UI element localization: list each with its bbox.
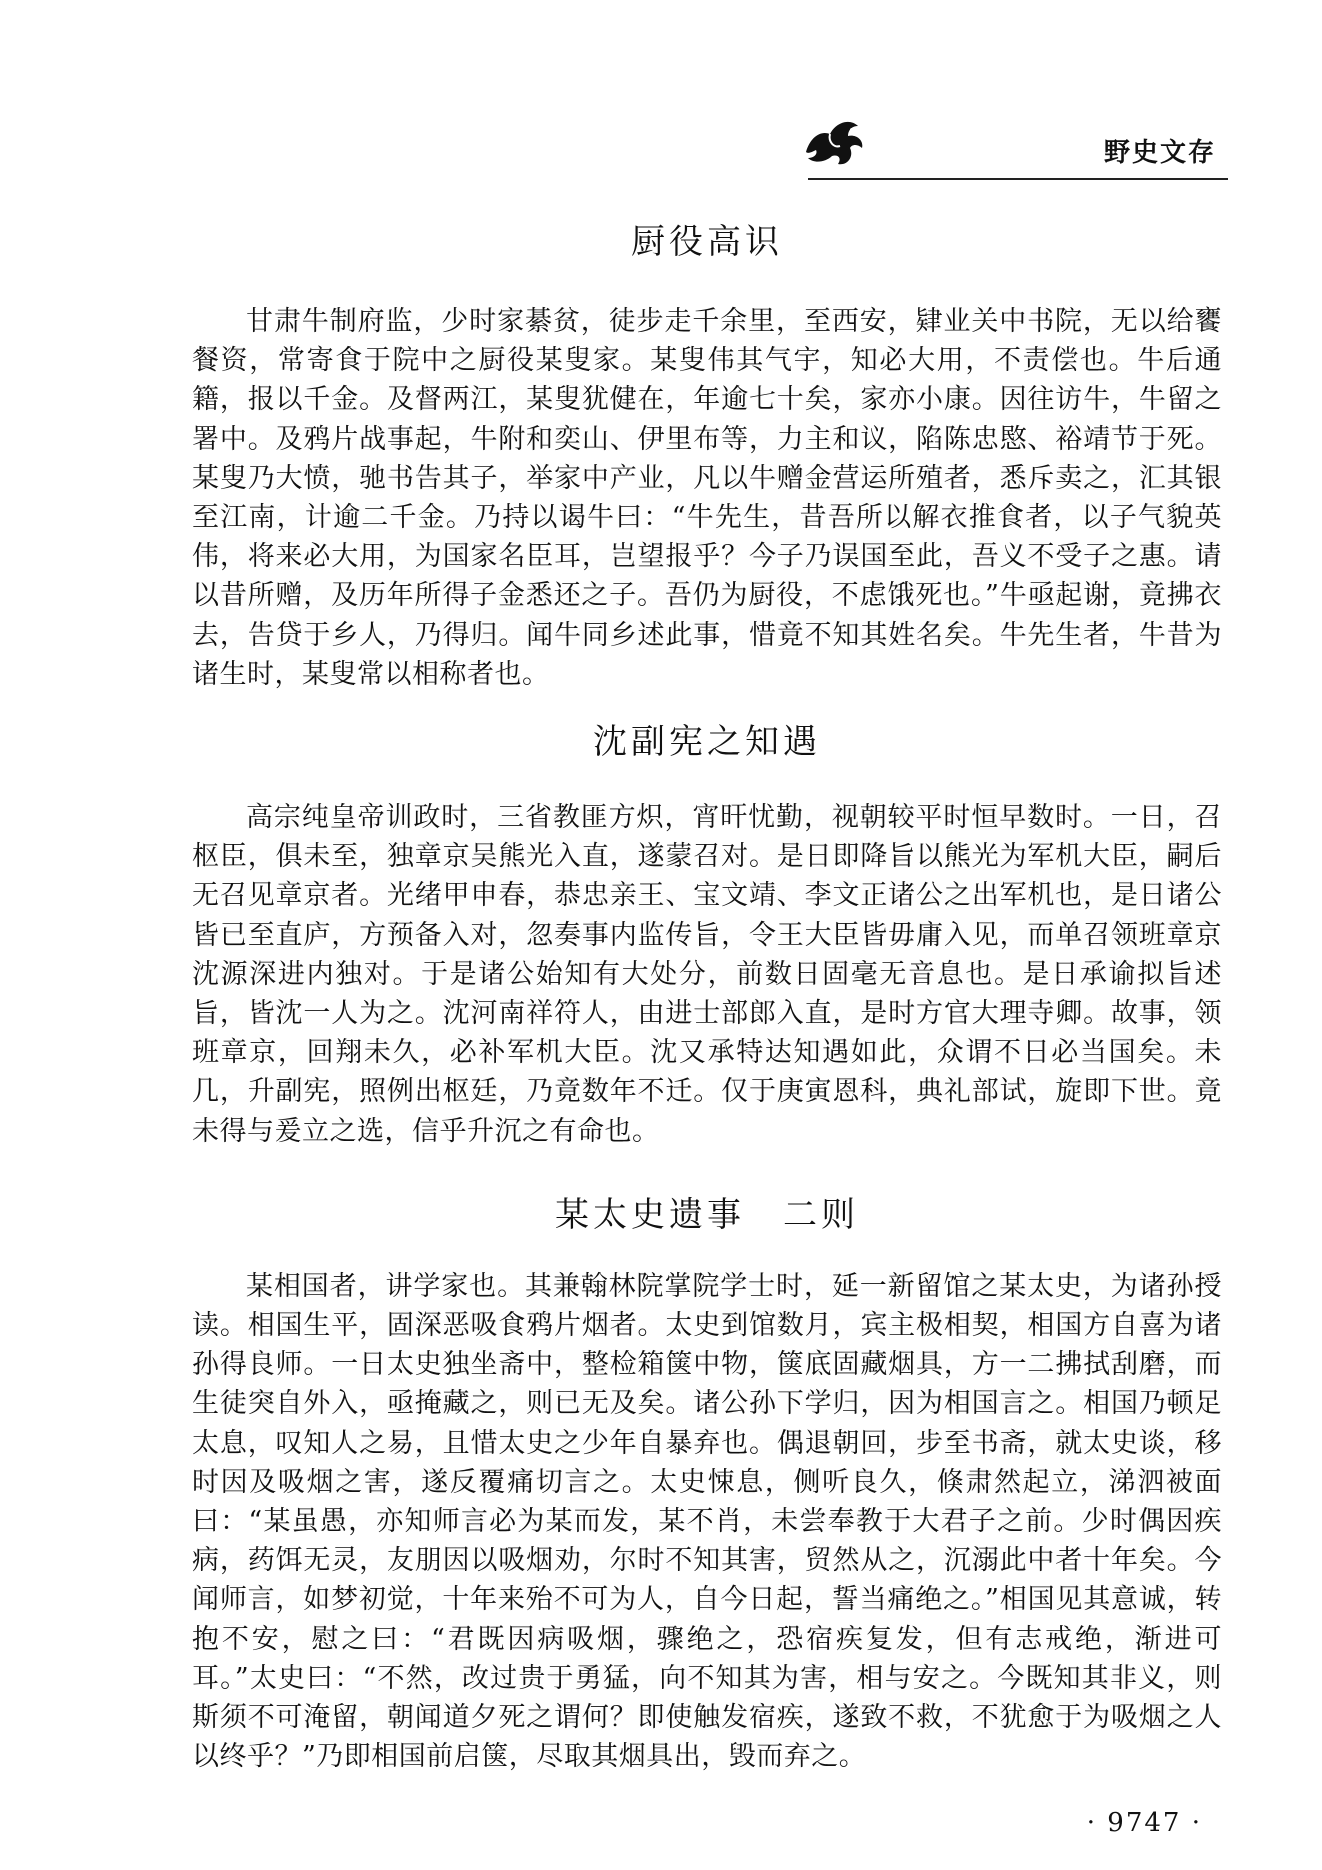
article-title-2: 沈副宪之知遇 (593, 722, 821, 763)
page-number: · 9747 · (1086, 1808, 1202, 1838)
content (192, 216, 1222, 1777)
article-title-1: 厨役高识 (631, 222, 783, 262)
article-title-3: 某太史遗事 二则 (555, 1194, 859, 1235)
article-body-2: 高宗纯皇帝训政时，三省教匪方炽，宵旰忧勤，视朝较平时恒早数时。一日，召枢臣，俱未至，独章京吴熊光入直，遂蒙召对。是日即降旨以熊光为军机大臣，嗣后无召见章京者。光绪甲申春，恭忠亲王、宝文靖、李文正诸公之出军机也，是日诸公皆已至直庐，方预备入对，忽奏事内监传旨，令王大臣皆毋庸入见，而单召领班章京沈源深进内独对。于是诸公始知有大处分，前数日固毫无音息也。是日承谕拟旨述旨，皆沈一人为之。沈河南祥符人，由进士部郎入直，是时方官大理寺卿。故事，领班章京，回翔未久，必补军机大臣。沈又承特达知遇如此，众谓不日必当国矣。未几，升副宪，照例出枢廷，乃竟数年不迁。仅于庚寅恩科，典礼部试，旋即下世。竟未得与爰立之选，信乎升沉之有命也。 (192, 802, 1222, 1147)
header-rule (808, 178, 1228, 180)
series-title: 野史文存 (1103, 138, 1216, 168)
running-header (800, 104, 1228, 182)
article-body-3: 某相国者，讲学家也。其兼翰林院掌院学士时，延一新留馆之某太史，为诸孙授读。相国生平，固深恶吸食鸦片烟者。太史到馆数月，宾主极相契，相国方自喜为诸孙得良师。一日太史独坐斋中，整检箱箧中物，箧底固藏烟具，方一二拂拭刮磨，而生徒突自外入，亟掩藏之，则已无及矣。诸公孙下学归，因为相国言之。相国乃顿足太息，叹知人之易，且惜太史之少年自暴弃也。偶退朝回，步至书斋，就太史谈，移时因及吸烟之害，遂反覆痛切言之。太史悚息，侧听良久，倏肃然起立，涕泗被面曰：“某虽愚，亦知师言必为某而发，某不肖，未尝奉教于大君子之前。少时偶因疾病，药饵无灵，友朋因以吸烟劝，尔时不知其害，贸然从之，沉溺此中者十年矣。今闻师言，如梦初觉，十年来殆不可为人，自今日起，誓当痛绝之。”相国见其意诚，转抱不安，慰之曰：“君既因病吸烟，骤绝之，恐宿疾复发，但有志戒绝，渐进可耳。”太史曰：“不然，改过贵于勇猛，向不知其为害，相与安之。今既知其非义，则斯须不可淹留，朝闻道夕死之谓何？即使触发宿疾，遂致不救，不犹愈于为吸烟之人以终乎？”乃即相国前启箧，尽取其烟具出，毁而弃之。 (192, 1270, 1222, 1773)
article-body-1: 甘肃牛制府监，少时家綦贫，徒步走千余里，至西安，肄业关中书院，无以给饔餐资，常寄食于院中之厨役某叟家。某叟伟其气宇，知必大用，不责偿也。牛后通籍，报以千金。及督两江，某叟犹健在，年逾七十矣，家亦小康。因往访牛，牛留之署中。及鸦片战事起，牛附和奕山、伊里布等，力主和议，陷陈忠愍、裕靖节于死。某叟乃大愤，驰书告其子，举家中产业，凡以牛赠金营运所殖者，悉斥卖之，汇其银至江南，计逾二千金。乃持以谒牛曰：“牛先生，昔吾所以解衣推食者，以子气貌英伟，将来必大用，为国家名臣耳，岂望报乎？今子乃误国至此，吾义不受子之惠。请以昔所赠，及历年所得子金悉还之子。吾仍为厨役，不虑饿死也。”牛亟起谢，竟拂衣去，告贷于乡人，乃得归。闻牛同乡述此事，惜竟不知其姓名矣。牛先生者，牛昔为诸生时，某叟常以相称者也。 (192, 306, 1222, 690)
dragon-emblem-icon (800, 112, 870, 172)
